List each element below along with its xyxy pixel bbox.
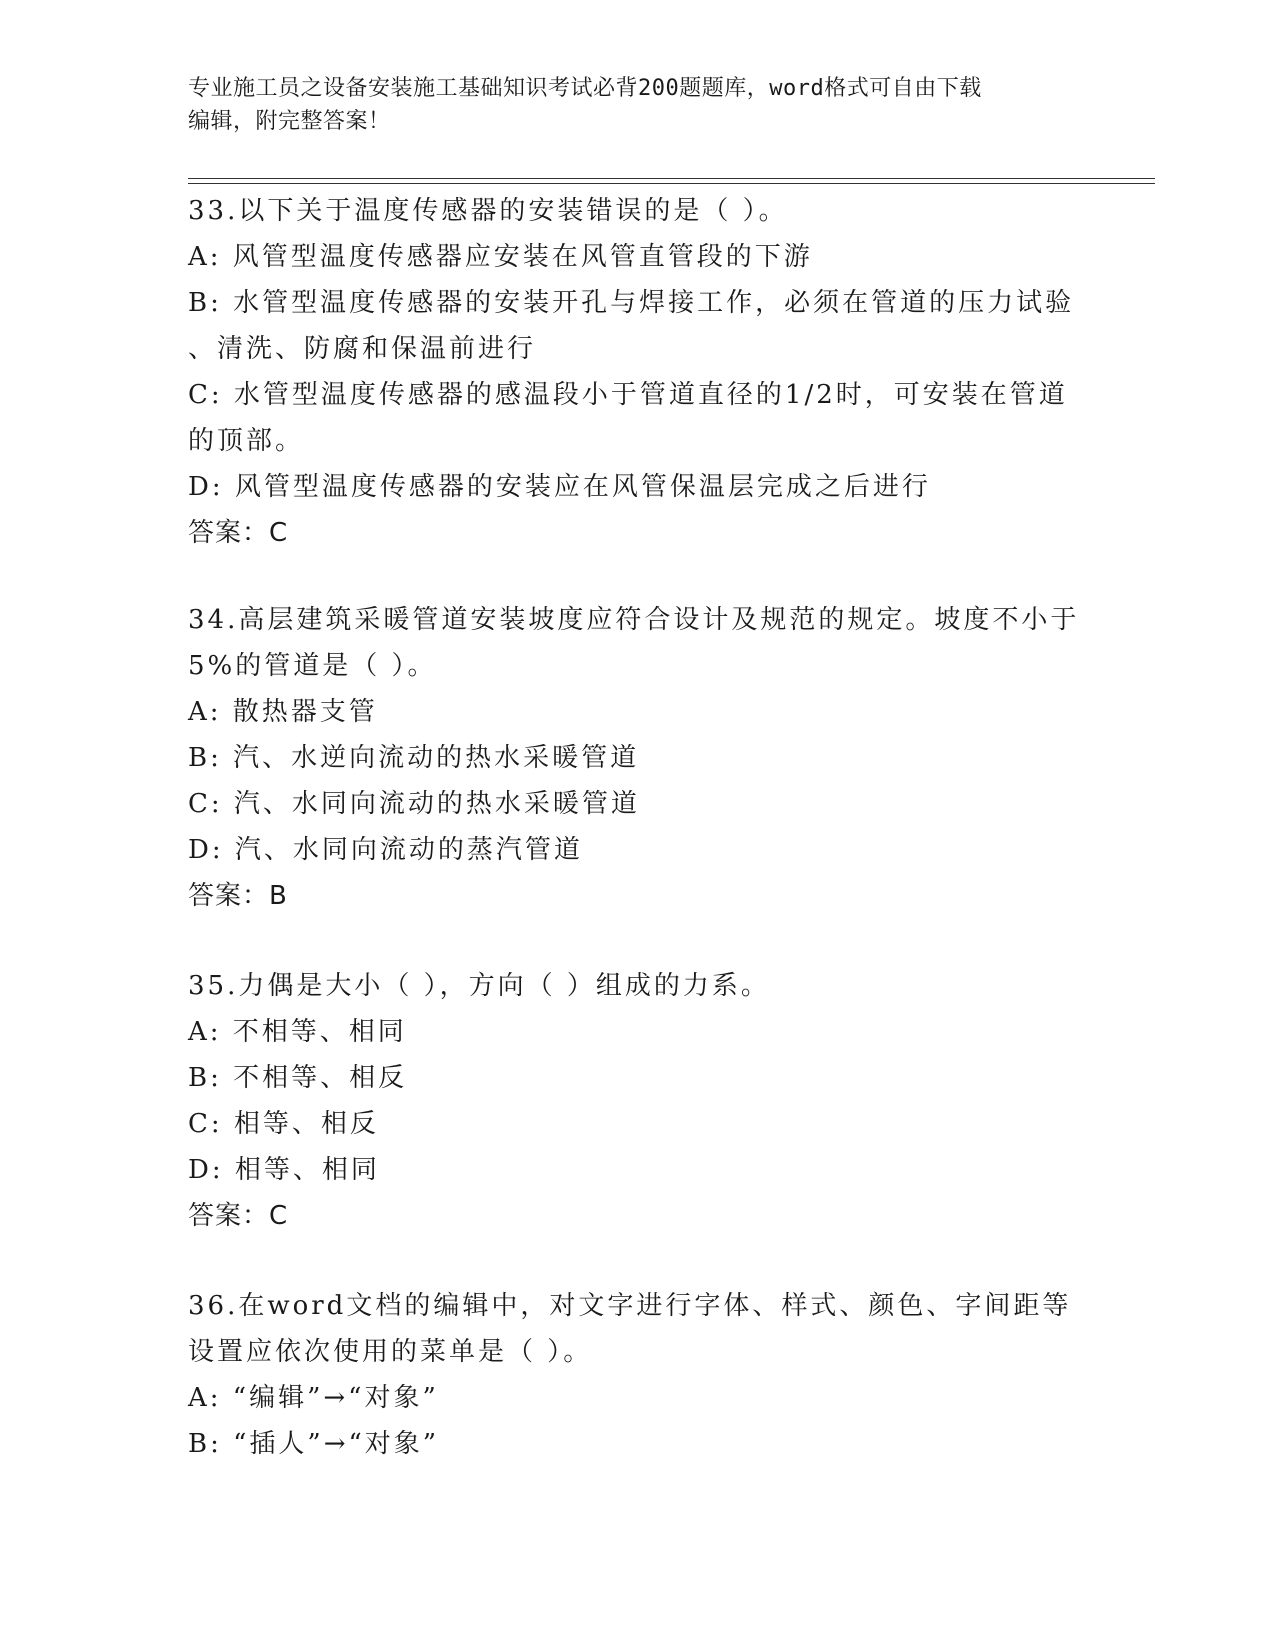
header-divider-bottom (188, 183, 1155, 184)
answer: 答案：B (188, 881, 288, 911)
question-33 (188, 188, 1088, 556)
option-c-continued: 的顶部。 (188, 426, 305, 456)
option-a: A: 散热器支管 (188, 697, 378, 727)
option-d: D: 汽、水同向流动的蒸汽管道 (188, 835, 583, 865)
question-stem: 36.在word文档的编辑中，对文字进行字体、样式、颜色、字间距等 (188, 1291, 1072, 1321)
option-d: D: 风管型温度传感器的安装应在风管保温层完成之后进行 (188, 472, 931, 502)
answer: 答案：C (188, 518, 289, 548)
option-b: B: 水管型温度传感器的安装开孔与焊接工作，必须在管道的压力试验 (188, 288, 1075, 318)
question-stem-continued: 5%的管道是（ ）。 (188, 651, 437, 681)
option-d: D: 相等、相同 (188, 1155, 380, 1185)
option-a: A: 不相等、相同 (188, 1017, 407, 1047)
option-c: C: 相等、相反 (188, 1109, 379, 1139)
question-stem: 35.力偶是大小（ ），方向（ ）组成的力系。 (188, 971, 770, 1001)
question-36 (188, 1283, 1088, 1467)
option-b: B: “插人”→“对象” (188, 1429, 440, 1459)
question-34 (188, 597, 1088, 919)
option-a: A: 风管型温度传感器应安装在风管直管段的下游 (188, 242, 813, 272)
document-header (188, 72, 1088, 138)
option-a: A: “编辑”→“对象” (188, 1383, 439, 1413)
option-b-continued: 、清洗、防腐和保温前进行 (188, 334, 537, 364)
option-b: B: 汽、水逆向流动的热水采暖管道 (188, 743, 640, 773)
answer: 答案：C (188, 1201, 289, 1231)
header-title-line-2: 编辑，附完整答案！ (188, 109, 391, 134)
question-stem: 34.高层建筑采暖管道安装坡度应符合设计及规范的规定。坡度不小于 (188, 605, 1080, 635)
header-title-line-1: 专业施工员之设备安装施工基础知识考试必背200题题库，word格式可自由下载 (188, 76, 982, 101)
header-divider-top (188, 178, 1155, 179)
option-c: C: 水管型温度传感器的感温段小于管道直径的1/2时，可安装在管道 (188, 380, 1068, 410)
question-stem: 33.以下关于温度传感器的安装错误的是（ ）。 (188, 196, 788, 226)
option-b: B: 不相等、相反 (188, 1063, 408, 1093)
question-35 (188, 963, 1088, 1239)
question-stem-continued: 设置应依次使用的菜单是（ ）。 (188, 1337, 593, 1367)
option-c: C: 汽、水同向流动的热水采暖管道 (188, 789, 640, 819)
